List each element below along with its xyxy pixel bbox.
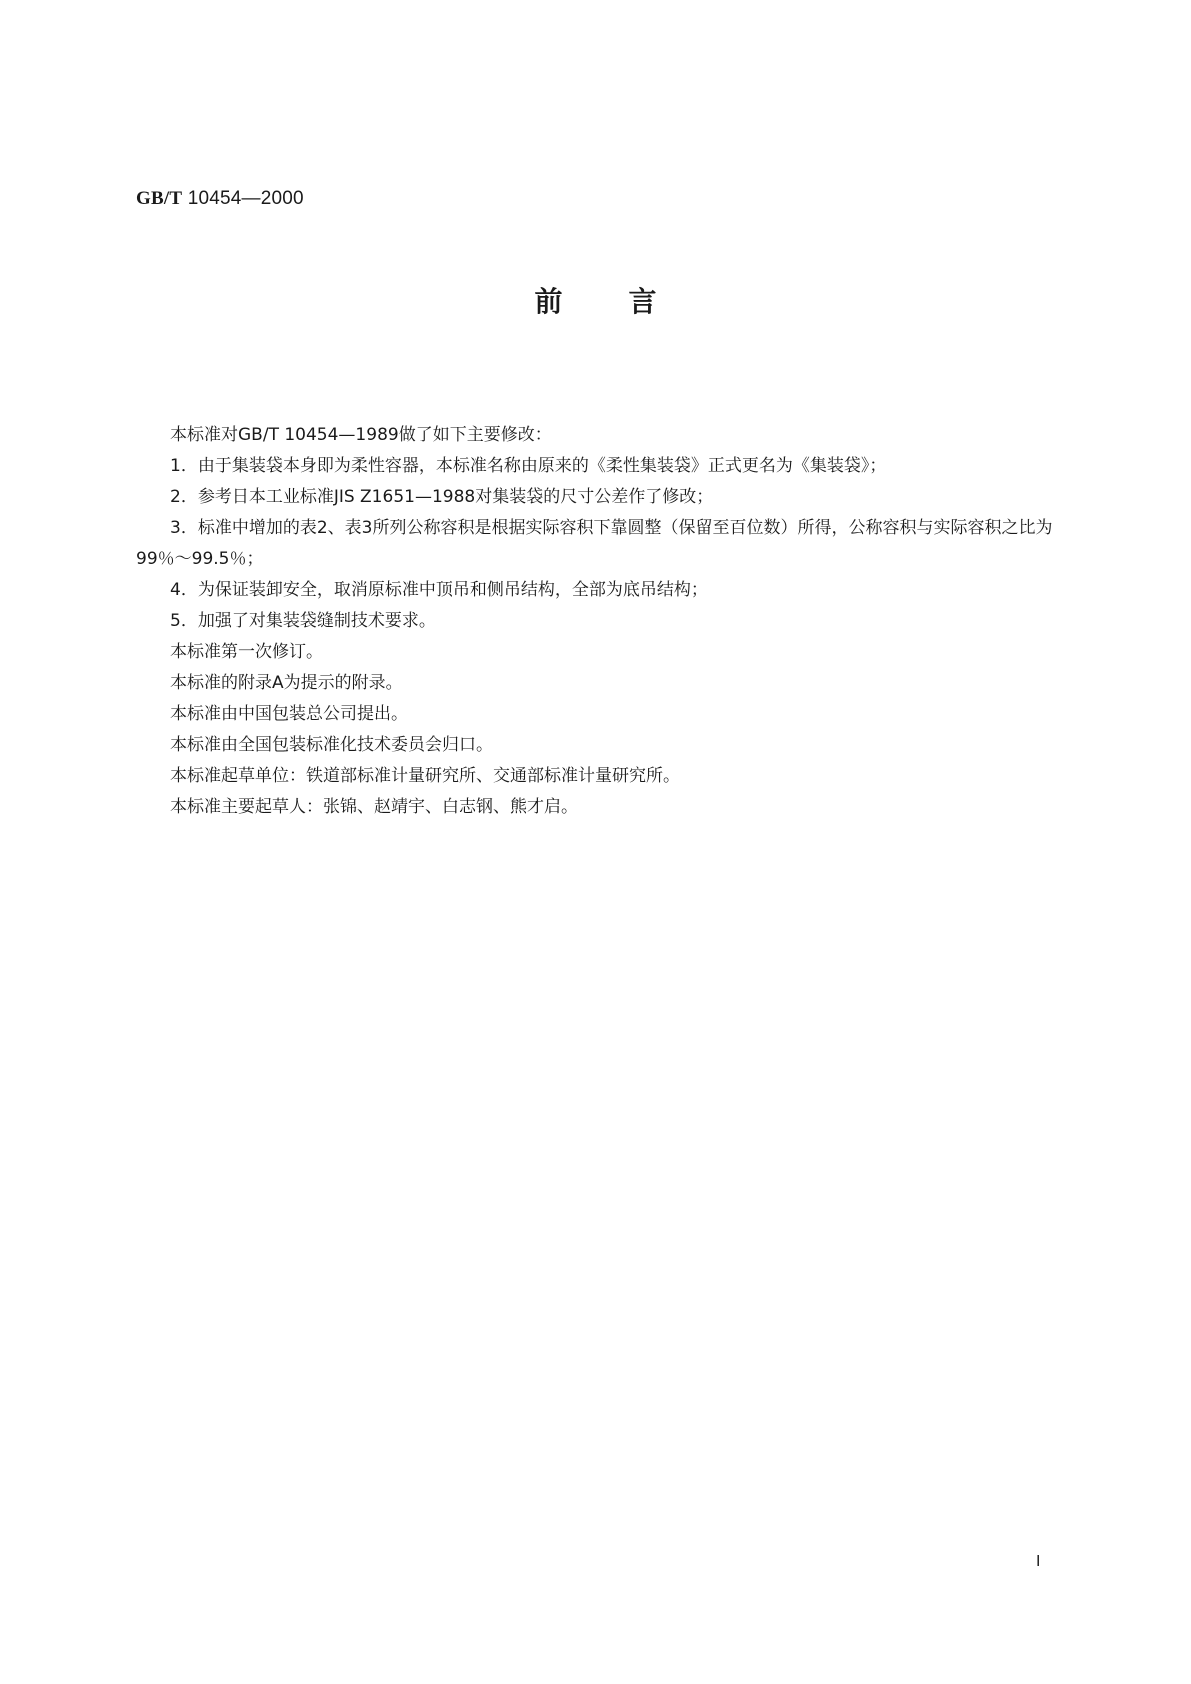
standard-code-prefix: GB/T (136, 188, 183, 209)
standard-code (136, 188, 304, 210)
foreword-body (136, 420, 1064, 823)
page-number: Ⅰ (1036, 1554, 1041, 1570)
paragraph-revision: 本标准第一次修订。 (170, 642, 323, 662)
paragraph-item-4: 4．为保证装卸安全，取消原标准中顶吊和侧吊结构，全部为底吊结构； (170, 580, 708, 600)
standard-code-number: 10454—2000 (182, 188, 304, 209)
paragraph-centralized: 本标准由全国包装标准化技术委员会归口。 (170, 735, 493, 755)
paragraph-drafters: 本标准主要起草人：张锦、赵靖宇、白志钢、熊才启。 (170, 797, 578, 817)
paragraph-item-1: 1．由于集装袋本身即为柔性容器，本标准名称由原来的《柔性集装袋》正式更名为《集装袋》； (170, 456, 887, 476)
page-title: 前言 (534, 285, 723, 318)
paragraph-item-2: 2．参考日本工业标准JIS Z1651—1988对集装袋的尺寸公差作了修改； (170, 487, 714, 507)
paragraph-item-3: 3．标准中增加的表2、表3所列公称容积是根据实际容积下靠圆整（保留至百位数）所得，公称容积与实际容积之比为99％～99.5％； (136, 518, 1053, 569)
paragraph-drafting-units: 本标准起草单位：铁道部标准计量研究所、交通部标准计量研究所。 (170, 766, 680, 786)
paragraph-item-5: 5．加强了对集装袋缝制技术要求。 (170, 611, 436, 631)
paragraph-proposer: 本标准由中国包装总公司提出。 (170, 704, 408, 724)
paragraph-appendix: 本标准的附录A为提示的附录。 (170, 673, 403, 693)
paragraph-intro: 本标准对GB/T 10454—1989做了如下主要修改： (170, 425, 552, 445)
